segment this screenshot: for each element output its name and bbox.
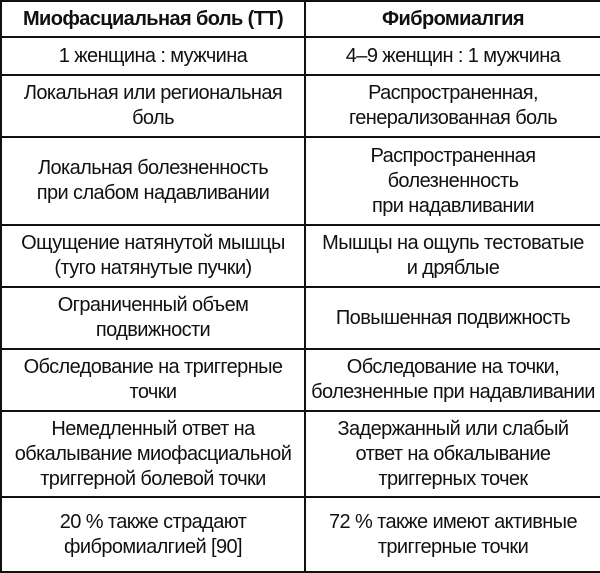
cell-fibromyalgia: Повышенная подвижность (305, 287, 600, 349)
table-row (1, 37, 600, 75)
cell-myofascial: Ощущение натянутой мышцы (туго натянутые пучки) (1, 225, 305, 287)
table-row (1, 349, 600, 411)
header-row (1, 1, 600, 37)
cell-fibromyalgia: Задержанный или слабый ответ на обкалывание триггерных точек (305, 411, 600, 497)
table-row (1, 137, 600, 225)
cell-fibromyalgia: 4–9 женщин : 1 мужчина (305, 37, 600, 75)
table-row (1, 75, 600, 137)
cell-fibromyalgia: Обследование на точки, болезненные при надавливании (305, 349, 600, 411)
cell-myofascial: Локальная или региональная боль (1, 75, 305, 137)
cell-fibromyalgia: Распространенная, генерализованная боль (305, 75, 600, 137)
table-row (1, 287, 600, 349)
cell-myofascial: 1 женщина : мужчина (1, 37, 305, 75)
cell-myofascial: Обследование на триггерные точки (1, 349, 305, 411)
header-myofascial-pain: Миофасциальная боль (ТТ) (1, 1, 305, 37)
table-row (1, 411, 600, 497)
cell-fibromyalgia: Мышцы на ощупь тестоватые и дряблые (305, 225, 600, 287)
cell-myofascial: Немедленный ответ на обкалывание миофасциальной триггерной болевой точки (1, 411, 305, 497)
cell-myofascial: Локальная болезненность при слабом надавливании (1, 137, 305, 225)
cell-myofascial: 20 % также страдают фибромиалгией [90] (1, 497, 305, 572)
cell-myofascial: Ограниченный объем подвижности (1, 287, 305, 349)
cell-fibromyalgia: 72 % также имеют активные триггерные точки (305, 497, 600, 572)
table-row (1, 497, 600, 572)
table-row (1, 225, 600, 287)
header-fibromyalgia: Фибромиалгия (305, 1, 600, 37)
cell-fibromyalgia: Распространенная болезненность при надавливании (305, 137, 600, 225)
